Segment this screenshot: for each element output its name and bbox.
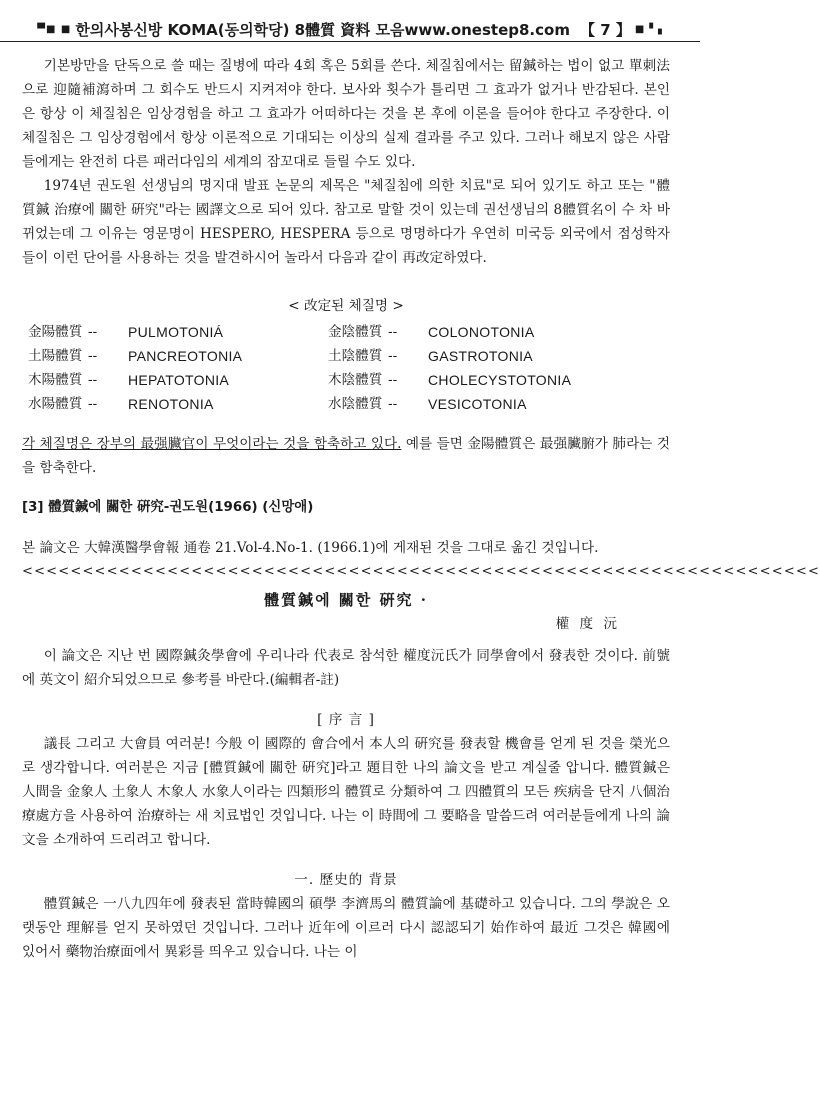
page-number: 【 7 】 xyxy=(579,21,631,39)
paragraph-4: 본 論文은 大韓漢醫學會報 通卷 21.Vol-4.No-1. (1966.1)에 게재된 것을 그대로 옮긴 것입니다. xyxy=(22,540,599,556)
constitution-row xyxy=(328,368,668,392)
constitution-dash: -- xyxy=(388,324,398,340)
paragraph-1: 기본방만을 단독으로 쓸 때는 질병에 따라 4회 혹은 5회를 쓴다. 체질침에서는 留鍼하는 법이 없고 單刺法으로 迎隨補瀉하며 그 회수도 반드시 지켜져야 한다. 보사와 횟수가 틀리면 그 효과가 없거나 반감된다. 본인은 항상 이 체질침은 임상경험을 하고 그 효과가 어떠하다는 것을 본 후에 이론을 들어야 한다고 주장한다. 이 체질침은 그 임상경험에서 항상 이론적으로 기대되는 이상의 실제 결과를 주고 있다. 그러나 해보지 않은 사람들에게는 완전히 다른 패러다임의 세계의 잠꼬대로 들릴 수도 있다. xyxy=(22,58,670,170)
paragraph-6: 議長 그리고 大會員 여러분! 今般 이 國際的 會合에서 本人의 硏究를 發表할 機會를 얻게 된 것을 榮光으로 생각합니다. 여러분은 지금 [體質鍼에 關한 硏究]라고 題目한 나의 論文을 받고 계실줄 압니다. 體質鍼은 人間을 金象人 土象人 木象人 水象人이라는 四類形의 體質로 分類하여 그 四體質의 모든 疾病을 단지 八個治療處方을 사용하여 治療하는 새 치료법인 것입니다. 나는 이 時間에 그 要略을 말씀드려 여러분들에게 나의 論文을 소개하여 드리려고 합니다. xyxy=(22,736,670,848)
constitution-row xyxy=(28,392,328,416)
header-marks-right: ■▝▗ xyxy=(634,24,663,35)
constitution-term: COLONOTONIA xyxy=(428,324,535,340)
preface-heading: [ 序 言 ] xyxy=(317,712,375,728)
paragraph-2: 1974년 권도원 선생님의 명지대 발표 논문의 제목은 "체질침에 의한 치료"로 되어 있기도 하고 또는 "體質鍼 治療에 關한 硏究"라는 國譯文으로 되어 있다. 참고로 말할 것이 있는데 권선생님의 8體質名이 수 차 바뀌었는데 그 이유는 영문명이 HESPERO, HESPERA 등으로 명명하다가 우연히 미국등 외국에서 점성학자들이 이런 단어를 사용하는 것을 발견하시어 놀라서 다음과 같이 再改定하였다. xyxy=(22,178,670,266)
constitution-row xyxy=(328,320,668,344)
constitution-name: 木陰體質 xyxy=(328,372,383,388)
constitution-term: PANCREOTONIA xyxy=(128,348,243,364)
constitution-table xyxy=(28,320,670,416)
constitution-dash: -- xyxy=(88,396,98,412)
paper-title: 體質鍼에 關한 硏究 · xyxy=(264,591,428,609)
constitution-name: 金陽體質 xyxy=(28,324,83,340)
paragraph-3 xyxy=(22,432,670,480)
constitution-row xyxy=(28,368,328,392)
underlined-sentence: 각 체질명은 장부의 最强臟官이 무엇이라는 것을 함축하고 있다. xyxy=(22,436,402,452)
constitution-name: 金陰體質 xyxy=(328,324,383,340)
header-marks-left: ▀■ ■ xyxy=(37,24,72,35)
constitution-term: HEPATOTONIA xyxy=(128,372,230,388)
header-title: 한의사봉신방 KOMA(동의학당) 8體質 資料 모음www.onestep8.com xyxy=(75,21,570,39)
constitution-term: PULMOTONIÁ xyxy=(128,324,224,340)
constitution-dash: -- xyxy=(388,348,398,364)
document-body xyxy=(22,54,820,964)
paragraph-5: 이 論文은 지난 번 國際鍼灸學會에 우리나라 代表로 참석한 權度沅氏가 同學會에서 發表한 것이다. 前號에 英文이 紹介되었으므로 參考를 바란다.(編輯者-註) xyxy=(22,648,670,688)
constitution-term: VESICOTONIA xyxy=(428,396,527,412)
page-header xyxy=(0,18,700,42)
constitution-row xyxy=(328,392,668,416)
constitution-term: RENOTONIA xyxy=(128,396,214,412)
constitution-row xyxy=(28,344,328,368)
constitution-dash: -- xyxy=(388,396,398,412)
constitution-term: CHOLECYSTOTONIA xyxy=(428,372,572,388)
author-name: 權 度 沅 xyxy=(555,616,620,632)
constitution-term: GASTROTONIA xyxy=(428,348,533,364)
section-heading: [3] 體質鍼에 關한 硏究-권도원(1966) (신망애) xyxy=(22,500,314,515)
constitution-name: 木陽體質 xyxy=(28,372,83,388)
constitution-table-title: < 改定된 체질명 > xyxy=(288,298,404,314)
constitution-dash: -- xyxy=(88,324,98,340)
constitution-name: 水陽體質 xyxy=(28,396,83,412)
constitution-dash: -- xyxy=(88,372,98,388)
constitution-name: 土陰體質 xyxy=(328,348,383,364)
paragraph-3-rest: 예를 들면 金陽體質은 最强臟腑가 肺라는 것을 함축한다. xyxy=(22,436,670,476)
constitution-name: 水陰體質 xyxy=(328,396,383,412)
constitution-row xyxy=(328,344,668,368)
constitution-dash: -- xyxy=(88,348,98,364)
constitution-row xyxy=(28,320,328,344)
constitution-name: 土陽體質 xyxy=(28,348,83,364)
history-heading: 一. 歷史的 背景 xyxy=(294,872,398,888)
paragraph-7: 體質鍼은 一八九四年에 發表된 當時韓國의 碩學 李濟馬의 體質論에 基礎하고 있습니다. 그의 學說은 오랫동안 理解를 얻지 못하였던 것입니다. 그러나 近年에 이르러 다시 認認되기 始作하여 最近 그것은 韓國에 있어서 藥物治療面에서 異彩를 띄우고 있습니다. 나는 이 xyxy=(22,896,670,960)
arrow-divider: <<<<<<<<<<<<<<<<<<<<<<<<<<<<<<<<<<<<<<<<<<<<<<<<<<<<<<<<<<<<<<<<<< xyxy=(22,564,820,579)
constitution-dash: -- xyxy=(388,372,398,388)
